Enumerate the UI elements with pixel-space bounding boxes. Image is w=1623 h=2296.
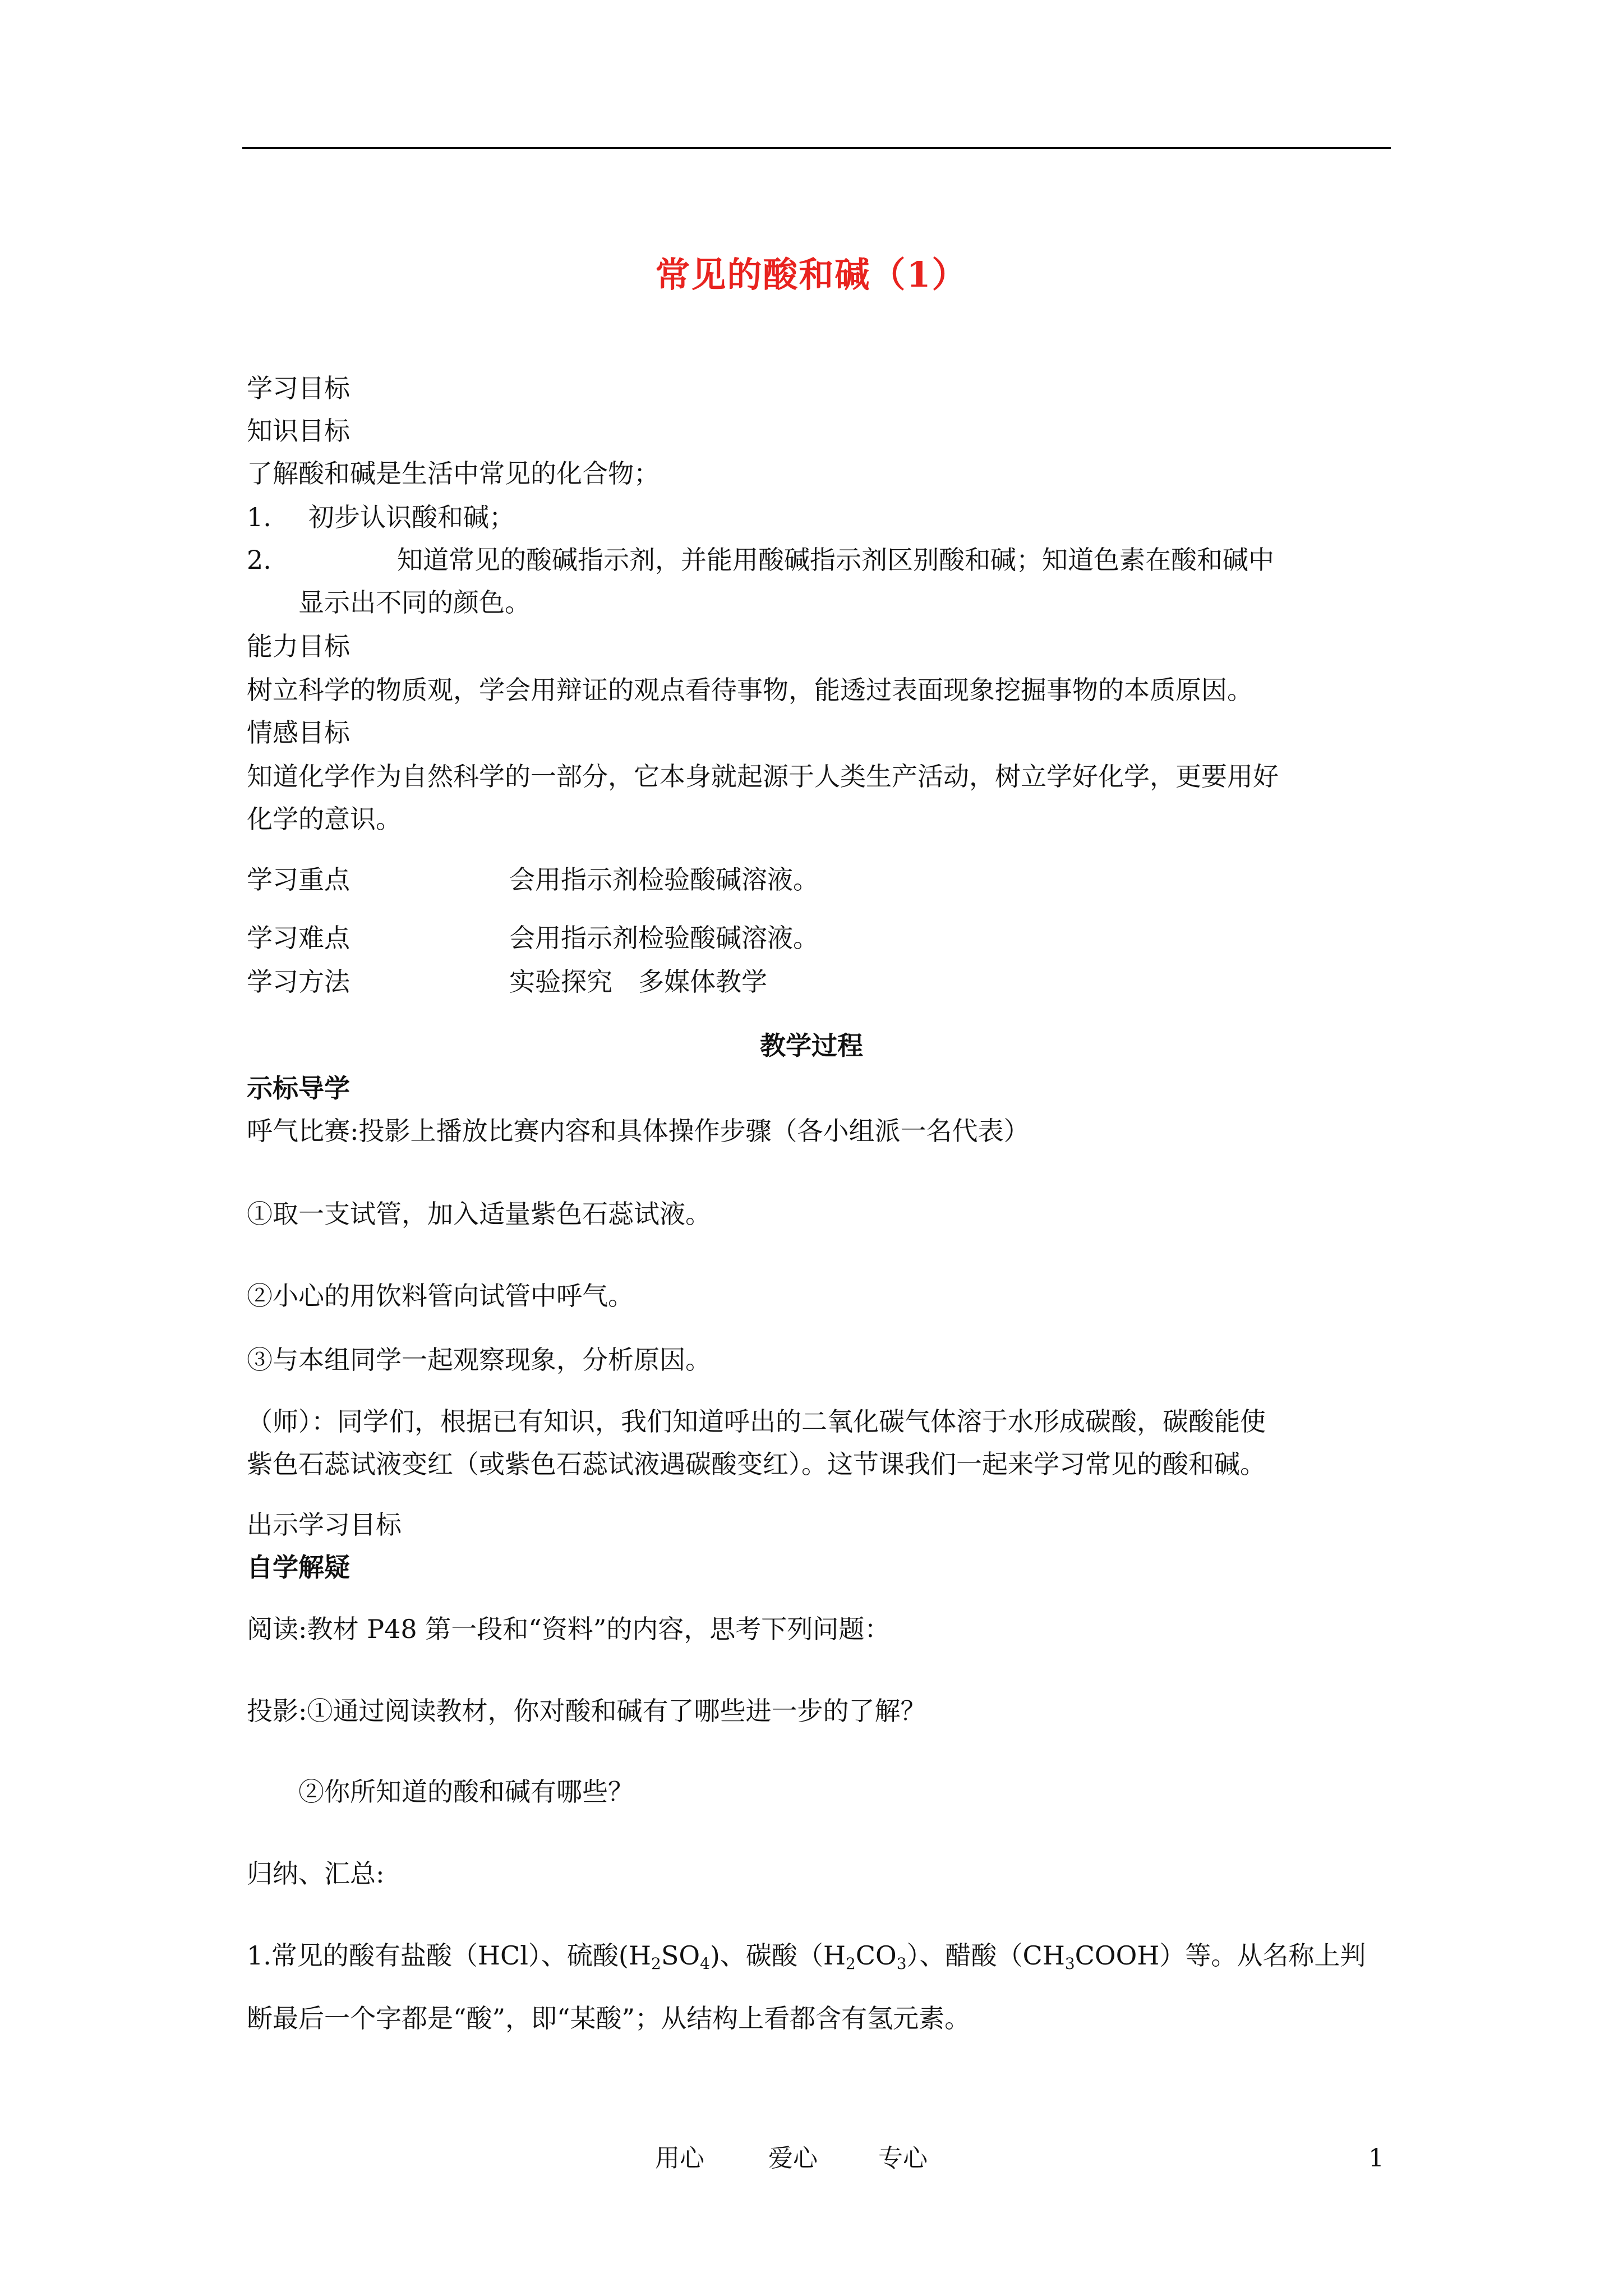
- emotion-text-line-1: 知道化学作为自然科学的一部分，它本身就起源于人类生产活动，树立学好化学，更要用好: [247, 761, 1279, 792]
- summary-line: 归纳、汇总:: [247, 1858, 385, 1889]
- objective-item-2-number: 2.: [247, 545, 271, 575]
- difficulties-value: 会用指示剂检验酸碱溶液。: [509, 923, 819, 953]
- difficulties-row: [247, 921, 819, 955]
- section-heading-guide: 示标导学: [247, 1073, 350, 1103]
- document-title: 常见的酸和碱（1）: [655, 254, 968, 295]
- difficulties-label: 学习难点: [247, 923, 350, 953]
- step-2: ②小心的用饮料管向试管中呼气。: [247, 1281, 634, 1311]
- acids-line-2: 断最后一个字都是“酸”，即“某酸”；从结构上看都含有氢元素。: [247, 2003, 971, 2033]
- method-label: 学习方法: [247, 967, 350, 997]
- knowledge-intro: 了解酸和碱是生活中常见的化合物；: [247, 458, 660, 489]
- acids-text-f: COOH）等。从名称上判: [1075, 1940, 1366, 1971]
- subscript-4: 4: [700, 1954, 710, 1973]
- acids-text-a: 1.常见的酸有盐酸（HCl）、硫酸(H: [247, 1940, 651, 1971]
- subscript-3: 3: [1064, 1954, 1075, 1973]
- emotion-text-line-2: 化学的意识。: [247, 804, 402, 834]
- section-heading-self-study: 自学解疑: [247, 1552, 350, 1582]
- knowledge-heading: 知识目标: [247, 416, 350, 446]
- method-row: [247, 965, 767, 999]
- objective-item-2-continued: 显示出不同的颜色。: [298, 587, 531, 618]
- subscript-2: 2: [651, 1954, 661, 1973]
- method-value: 实验探究 多媒体教学: [509, 967, 767, 997]
- objective-item-1: [247, 500, 515, 534]
- objective-item-1-number: 1.: [247, 502, 271, 532]
- teacher-line-1: （师）：同学们，根据已有知识，我们知道呼出的二氧化碳气体溶于水形成碳酸，碳酸能使: [247, 1406, 1266, 1437]
- objective-item-2: [247, 543, 1274, 577]
- key-points-label: 学习重点: [247, 864, 350, 895]
- key-points-value: 会用指示剂检验酸碱溶液。: [509, 864, 819, 895]
- contest-line: 呼气比赛:投影上播放比赛内容和具体操作步骤（各小组派一名代表）: [247, 1116, 1030, 1146]
- step-1: ①取一支试管，加入适量紫色石蕊试液。: [247, 1199, 711, 1229]
- projection-question-1: 投影:①通过阅读教材，你对酸和碱有了哪些进一步的了解？: [247, 1696, 926, 1726]
- ability-heading: 能力目标: [247, 631, 350, 661]
- projection-question-2: ②你所知道的酸和碱有哪些？: [298, 1777, 634, 1807]
- show-objectives: 出示学习目标: [247, 1510, 402, 1540]
- reading-line: 阅读:教材 P48 第一段和“资料”的内容，思考下列问题：: [247, 1614, 891, 1644]
- header-rule: [242, 147, 1391, 149]
- footer-word-2: 爱心: [768, 2144, 818, 2173]
- acids-text-e: ）、醋酸（CH: [906, 1940, 1065, 1971]
- acids-text-d: CO: [855, 1940, 897, 1971]
- process-heading: 教学过程: [760, 1030, 863, 1061]
- ability-text: 树立科学的物质观，学会用辩证的观点看待事物，能透过表面现象挖掘事物的本质原因。: [247, 675, 1253, 705]
- objectives-heading: 学习目标: [247, 373, 350, 403]
- objective-item-2-text: 知道常见的酸碱指示剂，并能用酸碱指示剂区别酸和碱；知道色素在酸和碱中: [397, 545, 1274, 575]
- acids-text-c: )、碳酸（H: [709, 1940, 846, 1971]
- objective-item-1-text: 初步认识酸和碱；: [308, 502, 515, 532]
- subscript-3: 3: [896, 1954, 907, 1973]
- page-number: 1: [1368, 2144, 1384, 2173]
- acids-line-1: [247, 1939, 1366, 1972]
- footer-word-1: 用心: [655, 2144, 704, 2173]
- teacher-line-2: 紫色石蕊试液变红（或紫色石蕊试液遇碳酸变红）。这节课我们一起来学习常见的酸和碱。: [247, 1449, 1266, 1479]
- subscript-2: 2: [845, 1954, 856, 1973]
- step-3: ③与本组同学一起观察现象，分析原因。: [247, 1345, 711, 1375]
- emotion-heading: 情感目标: [247, 717, 350, 748]
- acids-text-b: SO: [661, 1940, 700, 1971]
- footer-word-3: 专心: [878, 2144, 928, 2173]
- key-points-row: [247, 863, 819, 896]
